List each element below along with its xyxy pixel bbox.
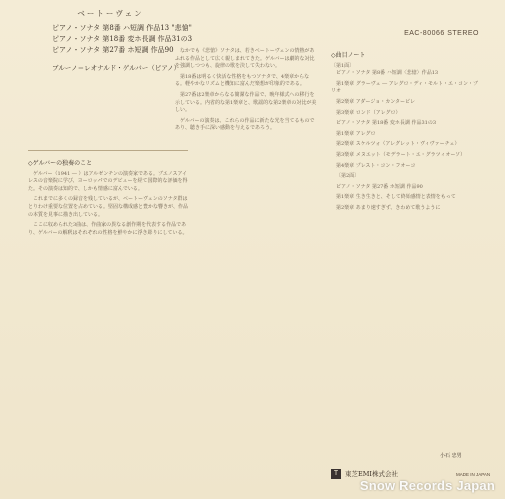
work-title-2: ピアノ・ソナタ 第18番 変ホ長調 作品31の3 <box>52 35 193 43</box>
note-line: 第4楽章 プレスト・コン・フオーコ <box>336 162 416 169</box>
note-line: 第1楽章 生き生きと、そして終始感情と表情をもって <box>336 194 456 201</box>
work-title-1: ピアノ・ソナタ 第8番 ハ短調 作品13 "悲愴" <box>52 24 192 32</box>
note-line: 第2楽章 あまり速すぎず、きわめて歌うように <box>336 204 441 211</box>
composer-name: ベートーヴェン <box>77 9 144 18</box>
section-title-notes: ◇曲目ノート <box>331 52 366 59</box>
performer-credit: ブルーノ＝レオナルド・ゲルバー（ピアノ） <box>52 64 181 72</box>
note-line: 第3楽章 メヌエット（モデラート・エ・グラツィオーソ） <box>336 151 466 158</box>
watermark: Snow Records Japan <box>359 478 495 493</box>
made-in-label: MADE IN JAPAN <box>456 472 491 477</box>
column-3 <box>331 48 479 216</box>
column-1 <box>28 156 188 240</box>
note-line: ピアノ・ソナタ 第18番 変ホ長調 作品31の3 <box>336 120 437 127</box>
note-line: 第1楽章 アレグロ <box>336 130 376 137</box>
catalog-number: EAC-80066 STEREO <box>404 30 479 37</box>
note-line: ピアノ・ソナタ 第8番 ハ短調〈悲愴〉作品13 <box>336 70 439 77</box>
column-2 <box>175 48 317 136</box>
company-name: 東芝EMI株式会社 <box>345 470 398 478</box>
section-title-performer: ◇ゲルバーの独奏のこと <box>28 160 93 167</box>
note-line: 第2楽章 アダージョ・カンタービレ <box>336 98 416 105</box>
note-line: 第1楽章 グラーヴェ ― アレグロ・ディ・モルト・エ・コン・ブリオ <box>331 80 479 95</box>
col1-paragraph: これまでに多くの録音を残しているが、ベートーヴェンのソナタ群はとりわけ重要な位置を占めている。堅固な構成感と豊かな響きが、作品の本質を見事に描き出している。 <box>28 196 189 218</box>
note-line: 第2楽章 スケルツォ（アレグレット・ヴィヴァーチェ） <box>336 141 460 148</box>
note-line: 〔第2面〕 <box>336 173 360 180</box>
col2-paragraph: なかでも《悲愴》ソナタは、若きベートーヴェンの情熱があふれる作品として広く親しまれてきた。ゲルバーは劇的な対比を強調しつつも、旋律の歌を決して失わない。 <box>175 48 315 70</box>
col1-paragraph: ここに収められた3曲は、作曲家の異なる創作期を代表する作品であり、ゲルバーの解釈はそれぞれの性格を鮮やかに浮き彫りにしている。 <box>28 222 188 236</box>
liner-header <box>28 8 193 72</box>
col2-paragraph: 第27番は2楽章からなる簡潔な作品で、晩年様式への移行を示している。内省的な第1楽章と、歌謡的な第2楽章の対比が美しい。 <box>175 91 317 114</box>
note-line: 第3楽章 ロンド（アレグロ） <box>336 109 401 116</box>
col2-paragraph: ゲルバーの演奏は、これらの作品に新たな光を当てるものであり、聴き手に深い感動を与えるであろう。 <box>175 117 315 132</box>
notes-author: 小石 忠男 <box>440 453 462 459</box>
note-line: ピアノ・ソナタ 第27番 ホ短調 作品90 <box>336 183 423 190</box>
header-divider <box>28 150 188 151</box>
side-label: 〔第1面〕 <box>331 62 355 69</box>
toshiba-emi-logo-icon: T <box>331 469 341 479</box>
work-title-3: ピアノ・ソナタ 第27番 ホ短調 作品90 <box>52 46 174 54</box>
col1-paragraph: ゲルバー（1941 ― ）はアルゼンチンの演奏家である。ブエノスアイレスの音楽院に学び、ヨーロッパでのデビューを経て国際的な評価を得た。その演奏は知的で、しかも情感に富んでいる。 <box>28 170 188 192</box>
col2-paragraph: 第18番は明るく快活な性格をもつソナタで、4楽章からなる。軽やかなリズムと機知に富んだ楽想が印象的である。 <box>175 73 310 88</box>
